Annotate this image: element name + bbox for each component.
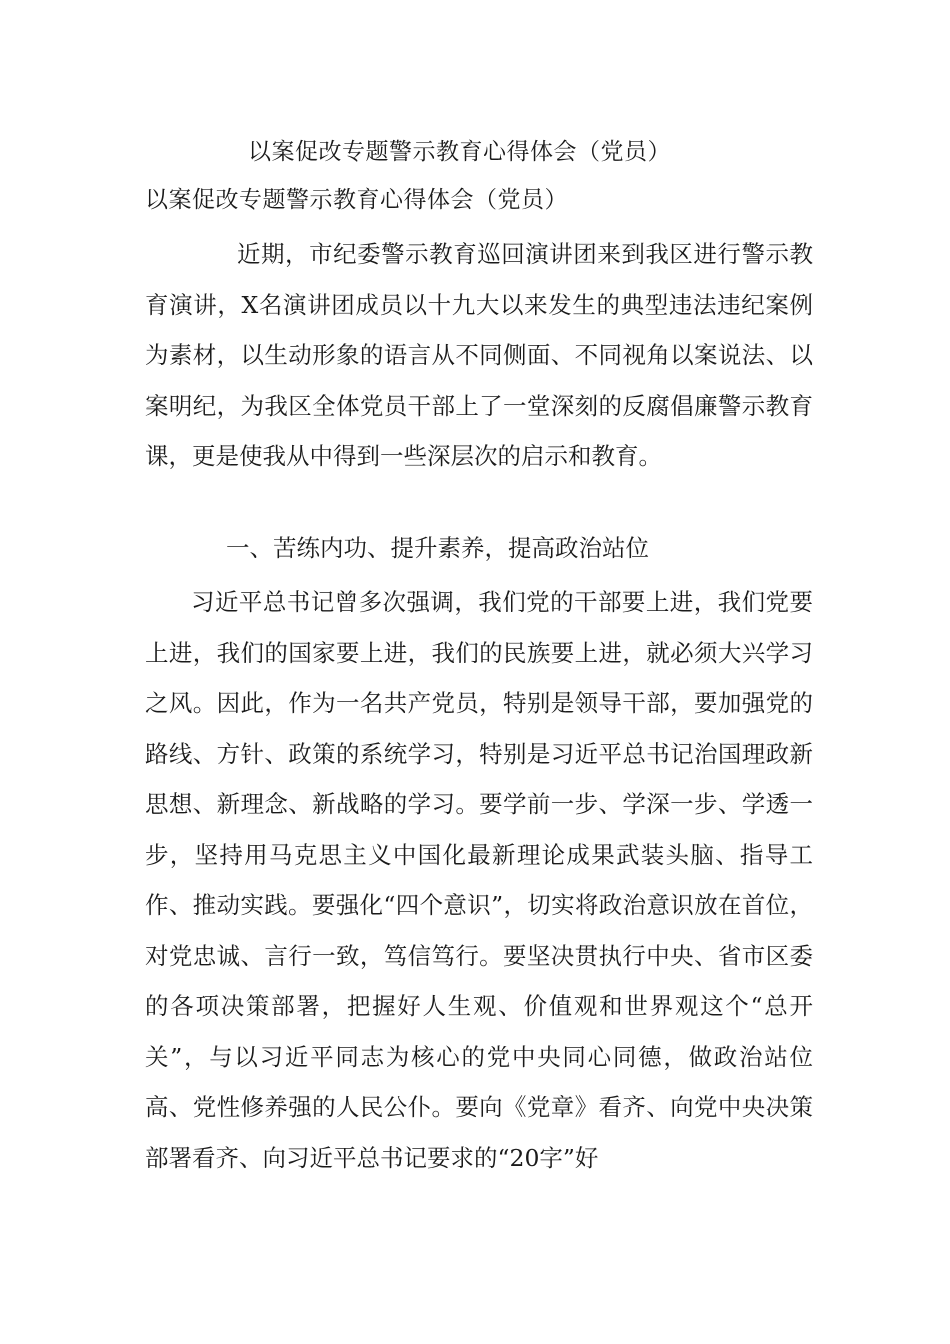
section-heading-1: 一、苦练内功、提升素养，提高政治站位	[226, 534, 649, 562]
paragraph-body: 习近平总书记曾多次强调，我们党的干部要上进，我们党要上进，我们的国家要上进，我们的民族要上进，就必须大兴学习之风。因此，作为一名共产党员，特别是领导干部，要加强党的路线、方针、政策的系统学习，特别是习近平总书记治国理政新思想、新理念、新战略的学习。要学前一步、学深一步、学透一步，坚持用马克思主义中国化最新理论成果武装头脑、指导工作、推动实践。要强化“四个意识”，切实将政治意识放在首位，对党忠诚、言行一致，笃信笃行。要坚决贯执行中央、省市区委的各项决策部署，把握好人生观、价值观和世界观这个“总开关”，与以习近平同志为核心的党中央同心同德，做政治站位高、党性修养强的人民公仆。要向《党章》看齐、向党中央决策部署看齐、向习近平总书记要求的“20字”好	[145, 588, 813, 1172]
paragraph-intro: 近期，市纪委警示教育巡回演讲团来到我区进行警示教育演讲，X名演讲团成员以十九大以来发生的典型违法违纪案例为素材，以生动形象的语言从不同侧面、不同视角以案说法、以案明纪，为我区全体党员干部上了一堂深刻的反腐倡廉警示教育课，更是使我从中得到一些深层次的启示和教育。	[145, 240, 813, 470]
document-title: 以案促改专题警示教育心得体会（党员）	[248, 139, 671, 165]
document-subtitle: 以案促改专题警示教育心得体会（党员）	[145, 187, 568, 213]
